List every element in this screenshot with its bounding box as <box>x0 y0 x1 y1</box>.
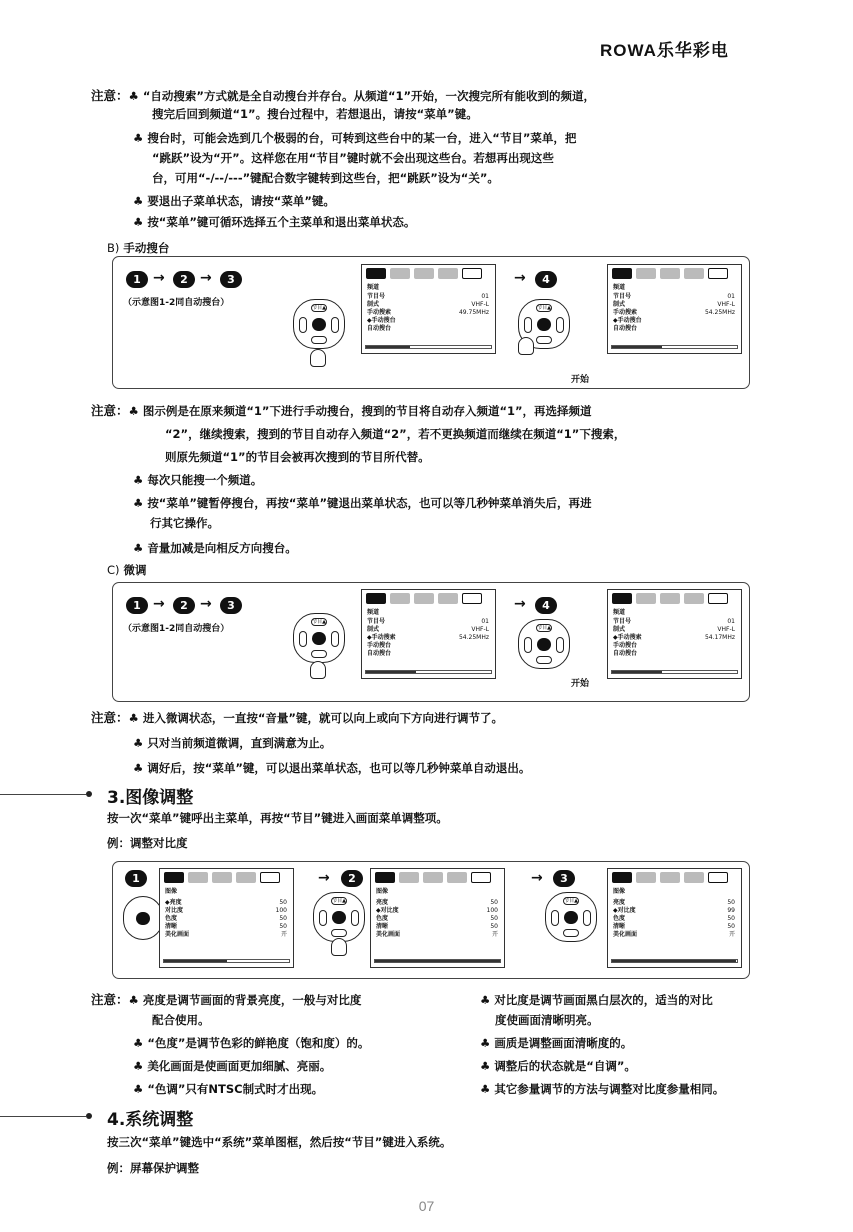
note-line: ♣ 其它参量调节的方法与调整对比度参量相同。 <box>480 1082 725 1096</box>
section-3-title: 3.图像调整 <box>107 788 194 808</box>
menu-row: ◆手动搜台 <box>613 317 642 324</box>
arrow-icon: → <box>200 270 212 286</box>
note-line: 注意：♣ 进入微调状态，一直按“音量”键，就可以向上或向下方向进行调节了。 <box>91 710 503 725</box>
progress-bar <box>611 959 738 963</box>
section-rule <box>0 1116 86 1117</box>
menu-title: 频道 <box>613 284 626 291</box>
note-line: 台，可用“-/--/---”键配合数字键转到这些台，把“跳跃”设为“关”。 <box>152 171 499 185</box>
club-icon: ♣ <box>133 761 144 775</box>
start-label: 开始 <box>571 679 590 689</box>
progress-bar <box>611 345 738 349</box>
menu-row: 亮度 50 <box>613 899 735 906</box>
club-icon: ♣ <box>133 131 144 145</box>
step-2-badge: 2 <box>341 870 363 887</box>
menu-row: 自动搜台 <box>613 325 638 332</box>
note-text: 按“菜单”键可循环选择五个主菜单和退出菜单状态。 <box>147 215 416 229</box>
remote-control-icon: 节目▲ <box>545 892 597 942</box>
club-icon: ♣ <box>133 496 144 510</box>
step-3-badge: 3 <box>553 870 575 887</box>
club-icon: ♣ <box>133 473 144 487</box>
step-3-badge: 3 <box>220 271 242 288</box>
page-number: 07 <box>418 1198 435 1214</box>
note-line: ♣ 调整后的状态就是“自调”。 <box>480 1059 636 1073</box>
note-line: ♣ 只对当前频道微调，直到满意为止。 <box>133 736 332 750</box>
menu-row: 手动搜台 <box>613 642 638 649</box>
menu-row: 清晰 50 <box>376 923 498 930</box>
tv-menu-screen <box>361 589 496 679</box>
note-line: ♣ 对比度是调节画面黑白层次的，适当的对比 <box>480 993 713 1007</box>
note-line: ♣ 每次只能搜一个频道。 <box>133 473 263 487</box>
tv-menu-screen <box>607 589 742 679</box>
menu-row: 节目号 01 <box>367 618 489 625</box>
note-label: 注意： <box>91 403 129 418</box>
note-line: ♣ 美化画面是使画面更加细腻、亮丽。 <box>133 1059 332 1073</box>
menu-row: 节目号 01 <box>613 293 735 300</box>
menu-row: ◆手动搜索 54.17MHz <box>613 634 735 641</box>
menu-row: ◆对比度 100 <box>376 907 498 914</box>
progress-bar <box>374 959 501 963</box>
note-line: 度使画面清晰明亮。 <box>495 1013 599 1027</box>
menu-title: 图像 <box>165 888 178 895</box>
note-line: 则原先频道“1”的节目会被再次搜到的节目所代替。 <box>165 450 430 464</box>
menu-title: 图像 <box>613 888 626 895</box>
menu-row: 制式 VHF-L <box>367 626 489 633</box>
note-line: ♣ 音量加减是向相反方向搜台。 <box>133 541 297 555</box>
menu-row: 美化画面 开 <box>613 931 735 938</box>
menu-row: 清晰 50 <box>613 923 735 930</box>
note-line <box>133 130 576 146</box>
arrow-icon: → <box>318 870 330 886</box>
note-line: 注意：♣ 亮度是调节画面的背景亮度，一般与对比度 <box>91 992 362 1007</box>
menu-title: 图像 <box>376 888 389 895</box>
progress-bar <box>611 670 738 674</box>
note-text: “自动搜索”方式就是全自动搜台并存台。从频道“1”开始，一次搜完所有能收到的频道， <box>142 89 596 103</box>
arrow-icon: → <box>153 596 165 612</box>
club-icon: ♣ <box>480 1059 491 1073</box>
menu-row: 制式 VHF-L <box>613 626 735 633</box>
club-icon: ♣ <box>133 1082 144 1096</box>
note-text: 搜台时，可能会选到几个极弱的台，可转到这些台中的某一台，进入“节目”菜单，把 <box>147 131 577 145</box>
note-label: 注意： <box>91 88 129 103</box>
note-label: 注意： <box>91 992 129 1007</box>
club-icon: ♣ <box>128 993 139 1007</box>
finetune-diagram <box>112 582 750 702</box>
section-3-intro: 按一次“菜单”键呼出主菜单，再按“节目”键进入画面菜单调整项。 <box>107 811 448 825</box>
finger-icon <box>518 337 534 355</box>
arrow-icon: → <box>531 870 543 886</box>
section-b-heading <box>107 240 169 256</box>
diagram-caption: （示意图1-2同自动搜台） <box>123 298 230 308</box>
tv-menu-screen <box>159 868 294 968</box>
remote-ch-key: 节目▲ <box>537 305 551 311</box>
club-icon: ♣ <box>133 194 144 208</box>
menu-row: 色度 50 <box>376 915 498 922</box>
progress-bar <box>365 345 492 349</box>
step-3-badge: 3 <box>220 597 242 614</box>
note-line: “2”，继续搜索，搜到的节目自动存入频道“2”，若不更换频道而继续在频道“1”下搜索， <box>165 427 626 441</box>
finger-icon <box>331 938 347 956</box>
section-bullet <box>86 791 92 797</box>
menu-row: 亮度 50 <box>376 899 498 906</box>
remote-vol-left-key <box>299 317 307 333</box>
tv-menu-screen <box>607 868 742 968</box>
brand-logo: ROWA乐华彩电 <box>600 41 729 60</box>
start-label: 开始 <box>571 375 590 385</box>
remote-control-icon: 节目▲ <box>518 619 570 669</box>
remote-control-icon: 节目▲ <box>313 892 365 942</box>
club-icon: ♣ <box>133 215 144 229</box>
menu-row: 美化画面 开 <box>376 931 498 938</box>
step-1-badge: 1 <box>125 870 147 887</box>
tv-menu-screen <box>370 868 505 968</box>
note-text: 要退出子菜单状态，请按“菜单”键。 <box>147 194 335 208</box>
arrow-icon: → <box>514 270 526 286</box>
progress-bar <box>163 959 290 963</box>
note-line <box>133 193 335 209</box>
menu-row: ◆手动搜台 <box>367 317 396 324</box>
club-icon: ♣ <box>133 1059 144 1073</box>
note-line: 搜完后回到频道“1”。搜台过程中，若想退出，请按“菜单”键。 <box>152 107 478 121</box>
club-icon: ♣ <box>128 89 139 103</box>
club-icon: ♣ <box>133 1036 144 1050</box>
menu-row: 节目号 01 <box>613 618 735 625</box>
section-3-example: 例：调整对比度 <box>107 836 188 850</box>
note-line: 注意：♣ 图示例是在原来频道“1”下进行手动搜台，搜到的节目将自动存入频道“1”，再选择频道 <box>91 403 592 418</box>
note-label: 注意： <box>91 710 129 725</box>
menu-row: ◆亮度 50 <box>165 899 287 906</box>
menu-row: 清晰 50 <box>165 923 287 930</box>
menu-title: 频道 <box>613 609 626 616</box>
section-c-heading: C) 微调 <box>107 563 147 577</box>
club-icon: ♣ <box>133 736 144 750</box>
note-line: 行其它操作。 <box>150 516 219 530</box>
club-icon: ♣ <box>133 541 144 555</box>
menu-row: ◆手动搜索 54.25MHz <box>367 634 489 641</box>
menu-row: 自动搜台 <box>367 325 392 332</box>
section-b-label: B) <box>107 241 120 255</box>
finger-icon <box>310 349 326 367</box>
menu-row: 手动搜索 54.25MHz <box>613 309 735 316</box>
step-4-badge: 4 <box>535 597 557 614</box>
step-4-badge: 4 <box>535 271 557 288</box>
club-icon: ♣ <box>480 1036 491 1050</box>
note-line <box>91 88 595 104</box>
step-1-badge: 1 <box>126 597 148 614</box>
arrow-icon: → <box>200 596 212 612</box>
section-b-title: 手动搜台 <box>123 241 170 255</box>
menu-row: 色度 50 <box>165 915 287 922</box>
remote-vol-right-key <box>331 317 339 333</box>
step-2-badge: 2 <box>173 597 195 614</box>
remote-control-icon <box>123 896 163 940</box>
tv-menu-screen <box>607 264 742 354</box>
menu-title: 频道 <box>367 609 380 616</box>
step-1-badge: 1 <box>126 271 148 288</box>
progress-bar <box>365 670 492 674</box>
note-line: ♣ “色度”是调节色彩的鲜艳度（饱和度）的。 <box>133 1036 370 1050</box>
section-4-example: 例：屏幕保护调整 <box>107 1161 199 1175</box>
note-line: ♣ “色调”只有NTSC制式时才出现。 <box>133 1082 324 1096</box>
club-icon: ♣ <box>128 711 139 725</box>
menu-row: 对比度 100 <box>165 907 287 914</box>
menu-row: 自动搜台 <box>367 650 392 657</box>
note-line <box>133 214 415 230</box>
remote-ch-down-key <box>311 336 327 344</box>
contrast-adjust-diagram <box>112 861 750 979</box>
menu-row: 色度 50 <box>613 915 735 922</box>
note-line: ♣ 调好后，按“菜单”键，可以退出菜单状态，也可以等几秒钟菜单自动退出。 <box>133 761 531 775</box>
remote-menu-key <box>312 318 326 331</box>
remote-ch-key: 节目▲ <box>312 305 326 311</box>
menu-row: 节目号 01 <box>367 293 489 300</box>
section-rule <box>0 794 86 795</box>
menu-row: 制式 VHF-L <box>613 301 735 308</box>
remote-control-icon: 节目▲ <box>293 613 345 663</box>
menu-row: 制式 VHF-L <box>367 301 489 308</box>
club-icon: ♣ <box>480 993 491 1007</box>
menu-row: 美化画面 开 <box>165 931 287 938</box>
arrow-icon: → <box>153 270 165 286</box>
note-line: ♣ 按“菜单”键暂停搜台，再按“菜单”键退出菜单状态，也可以等几秒钟菜单消失后，再进 <box>133 496 592 510</box>
menu-row: 自动搜台 <box>613 650 638 657</box>
note-line: “跳跃”设为“开”。这样您在用“节目”键时就不会出现这些台。若想再出现这些 <box>152 151 554 165</box>
tv-menu-screen <box>361 264 496 354</box>
menu-tabs <box>366 268 492 280</box>
diagram-caption: （示意图1-2同自动搜台） <box>123 624 230 634</box>
note-line: ♣ 画质是调整画面清晰度的。 <box>480 1036 633 1050</box>
club-icon: ♣ <box>128 404 139 418</box>
menu-row: ◆对比度 99 <box>613 907 735 914</box>
section-bullet <box>86 1113 92 1119</box>
menu-row: 手动搜台 <box>367 642 392 649</box>
remote-control-icon <box>293 299 345 349</box>
section-4-intro: 按三次“菜单”键选中“系统”菜单图框，然后按“节目”键进入系统。 <box>107 1135 452 1149</box>
menu-row: 手动搜索 49.75MHz <box>367 309 489 316</box>
manual-search-diagram <box>112 256 750 389</box>
step-2-badge: 2 <box>173 271 195 288</box>
arrow-icon: → <box>514 596 526 612</box>
finger-icon <box>310 661 326 679</box>
note-line: 配合使用。 <box>152 1013 210 1027</box>
section-4-title: 4.系统调整 <box>107 1110 194 1130</box>
club-icon: ♣ <box>480 1082 491 1096</box>
menu-title: 频道 <box>367 284 380 291</box>
